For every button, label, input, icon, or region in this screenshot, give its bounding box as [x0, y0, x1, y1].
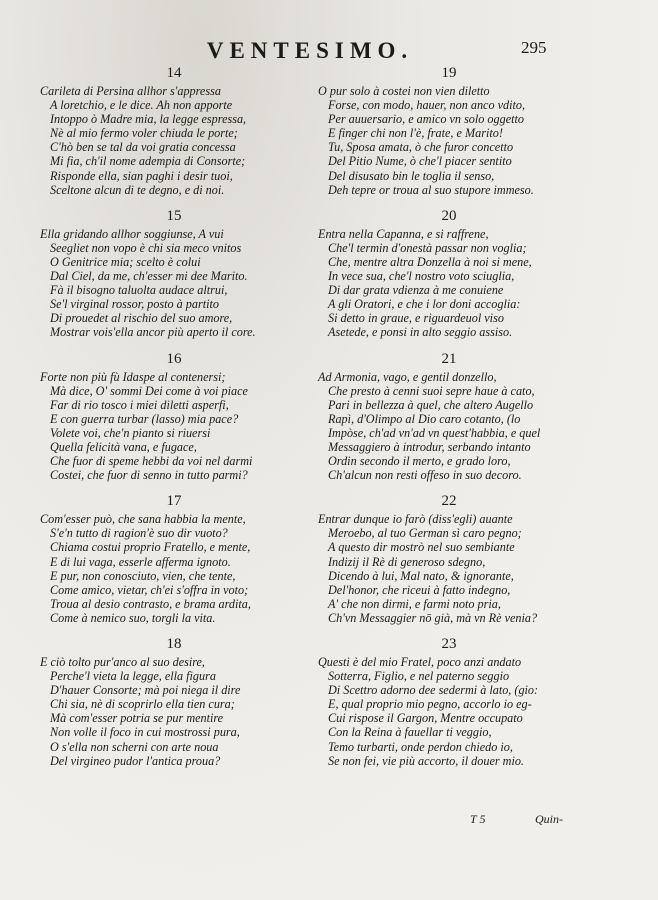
verse-line: Sceltone alcun di te degno, e di noi.: [50, 182, 225, 197]
stanza: [318, 62, 580, 197]
verse-line: O s'ella non scherni con arte noua: [50, 739, 219, 754]
verse-line: Come amico, vietar, ch'ei s'offra in voto;: [50, 582, 249, 597]
verse-line: Del disusato bin le toglia il senso,: [328, 168, 495, 183]
signature-mark: T 5: [470, 812, 486, 826]
verse-line: Temo turbarti, onde perdon chiedo io,: [328, 739, 513, 754]
stanza: [40, 348, 308, 483]
verse-line: Mà dice, O' sommi Dei come à voi piace: [50, 383, 248, 398]
verse-line: Dicendo à lui, Mal nato, & ignorante,: [328, 568, 514, 583]
verse-line: Ch'alcun non resti offeso in suo decoro.: [328, 468, 522, 483]
verse-line: Ordin secondo il merto, e grado loro,: [328, 454, 511, 469]
stanza-number: 19: [441, 65, 457, 81]
verse-line: Deh tepre or troua al suo stupore immeso.: [328, 182, 534, 197]
verse-line: A loretchio, e le dice. Ah non apporte: [50, 98, 233, 113]
verse-line: Perche'l vieta la legge, ella figura: [50, 669, 216, 684]
verse-line: Com'esser può, che sana habbia la mente,: [40, 512, 246, 527]
verse-line: Forse, con modo, hauer, non anco vdito,: [328, 98, 526, 113]
verse-line: S'e'n tutto di ragion'è suo dir vuoto?: [50, 526, 228, 541]
verse-line: Di Scettro adorno dee sedermi à lato, (gio:: [328, 683, 539, 698]
verse-line: A gli Oratori, e che i lor doni accoglia:: [328, 297, 521, 312]
verse-line: E pur, non conosciuto, vien, che tente,: [50, 568, 236, 583]
verse-line: Dal Ciel, da me, ch'esser mi dee Marito.: [50, 269, 248, 284]
verse-line: Asetede, e ponsi in alto seggio assiso.: [328, 325, 513, 340]
verse-line: A' che non dirmi, e farmi noto pria,: [328, 596, 501, 611]
verse-line: Che fuor di speme hebbi da voi nel darmi: [50, 454, 253, 469]
verse-line: Risponde ella, sian paghi i desir tuoi,: [50, 168, 233, 183]
verse-line: Se non fei, vie più accorto, il douer mio.: [328, 753, 524, 768]
verse-line: Chiama costui proprio Fratello, e mente,: [50, 540, 251, 555]
stanza: [40, 205, 308, 340]
verse-line: C'hò ben se tal da voi gratia concessa: [50, 140, 236, 155]
page-number: 295: [521, 38, 547, 57]
verse-line: Che presto à cenni suoi sepre haue à cato,: [328, 383, 535, 398]
verse-line: Per auuersario, e amico vn solo oggetto: [328, 112, 524, 127]
verse-line: Si detto in graue, e riguardeuol viso: [328, 311, 504, 326]
verse-line: E, qual proprio mio pegno, accorlo io eg-: [328, 697, 532, 712]
verse-line: E con guerra turbar (lasso) mia pace?: [50, 411, 239, 426]
verse-line: Ch'vn Messaggier nō già, mà vn Rè venia?: [328, 610, 538, 625]
verse-line: Costei, che fuor di senno in tutto parmi?: [50, 468, 248, 483]
right-column: [318, 62, 580, 768]
stanza-number: 21: [441, 350, 457, 367]
stanza-number: 23: [441, 636, 457, 652]
verse-line: Rapì, d'Olimpo al Dio caro cotanto, (lo: [328, 411, 521, 426]
verse-line: Mi fia, ch'il nome adempia di Consorte;: [50, 154, 246, 169]
verse-line: Pari in bellezza à quel, che altero Augello: [328, 397, 534, 412]
verse-line: Tu, Sposa amata, ò che furor concetto: [328, 140, 514, 155]
stanza: [318, 348, 580, 483]
verse-line: Fà il bisogno taluolta audace altrui,: [50, 283, 228, 298]
left-column: [40, 62, 308, 768]
verse-line: Sotterra, Figlio, e nel paterno seggio: [328, 669, 510, 684]
verse-line: Far di rio tosco i miei diletti asperfi,: [50, 397, 229, 412]
verse-line: Carileta di Persina allhor s'appressa: [40, 84, 221, 98]
verse-line: E finger chi non l'è, frate, e Marito!: [328, 126, 503, 141]
verse-line: Entra nella Capanna, e si raffrene,: [318, 226, 489, 241]
stanza-number: 14: [166, 65, 182, 81]
verse-line: O pur solo à costei non vien diletto: [318, 84, 490, 98]
verse-line: Nè al mio fermo voler chiuda le porte;: [50, 126, 238, 141]
stanza-number: 17: [166, 493, 182, 510]
verse-line: Questi è del mio Fratel, poco anzi andato: [318, 655, 522, 669]
verse-line: Del virgineo pudor l'antica proua?: [50, 753, 221, 768]
verse-line: Di prouedet al rischio del suo amore,: [50, 311, 233, 326]
verse-line: Ella gridando allhor soggiunse, A vui: [40, 226, 224, 241]
verse-line: Se'l virginal rossor, posto à partito: [50, 297, 219, 312]
stanza: [40, 490, 308, 625]
running-head: VENTESIMO.: [206, 38, 414, 63]
verse-line: Entrar dunque io farò (diss'egli) auante: [318, 512, 513, 527]
verse-line: O Genitrice mia; scelto è colui: [50, 254, 201, 269]
stanza: [318, 490, 580, 625]
verse-line: Con la Reina à fauellar ti veggio,: [328, 725, 492, 740]
verse-line: Meroebo, al tuo German sì caro pegno;: [328, 526, 522, 541]
catchword: Quin-: [535, 812, 563, 826]
stanza-number: 15: [166, 207, 182, 224]
verse-line: Intoppo ò Madre mia, la legge espressa,: [50, 112, 247, 127]
verse-line: Forte non più fù Idaspe al contenersi;: [40, 369, 226, 384]
verse-line: Del'honor, che riceui à fatto indegno,: [328, 582, 511, 597]
verse-line: Seegliet non vopo è chi sia meco vnitos: [50, 240, 242, 255]
verse-line: In vece sua, che'l nostro voto sciuglia,: [328, 269, 515, 284]
verse-line: Impòse, ch'ad vn'ad vn quest'habbia, e quel: [328, 425, 541, 440]
verse-line: Indizij il Rè di generoso sdegno,: [328, 554, 486, 569]
verse-line: Troua al desio contrasto, e brama ardita,: [50, 596, 251, 611]
verse-line: Mostrar vois'ella ancor più aperto il core.: [50, 325, 256, 340]
stanza: [40, 633, 308, 768]
verse-line: Come à nemico suo, torgli la vita.: [50, 610, 216, 625]
verse-line: Che'l termin d'onestà passar non voglia;: [328, 240, 527, 255]
verse-line: Che, mentre altra Donzella à noi si mene,: [328, 254, 532, 269]
verse-line: Di dar grata vdienza à me conuiene: [328, 283, 504, 298]
verse-line: Ad Armonia, vago, e gentil donzello,: [318, 369, 497, 384]
verse-line: Messaggiero à introdur, serbando intanto: [328, 439, 531, 454]
stanza: [40, 62, 308, 197]
verse-line: Mà com'esser potria se pur mentire: [50, 711, 224, 726]
verse-line: D'hauer Consorte; mà poi niega il dire: [50, 683, 241, 698]
verse-line: A questo dir mostrò nel suo sembiante: [328, 540, 515, 555]
stanza: [318, 205, 580, 340]
stanza: [318, 633, 580, 768]
verse-line: Cui rispose il Gargon, Mentre occupato: [328, 711, 523, 726]
verse-line: Chi sia, nè di scoprirlo ella tien cura;: [50, 697, 235, 712]
verse-line: E ciò tolto pur'anco al suo desire,: [40, 655, 205, 669]
verse-line: E di lui vaga, esserle afferma ignoto.: [50, 554, 231, 569]
verse-line: Quella felicità vana, e fugace,: [50, 439, 197, 454]
stanza-number: 22: [441, 493, 457, 510]
stanza-number: 16: [166, 350, 182, 367]
verse-line: Del Pitio Nume, ò che'l piacer sentito: [328, 154, 512, 169]
verse-line: Volete voi, che'n pianto si riuersi: [50, 425, 211, 440]
stanza-number: 20: [441, 207, 457, 224]
verse-line: Non volle il foco in cui mostrossi pura,: [50, 725, 240, 740]
stanza-number: 18: [166, 636, 182, 652]
